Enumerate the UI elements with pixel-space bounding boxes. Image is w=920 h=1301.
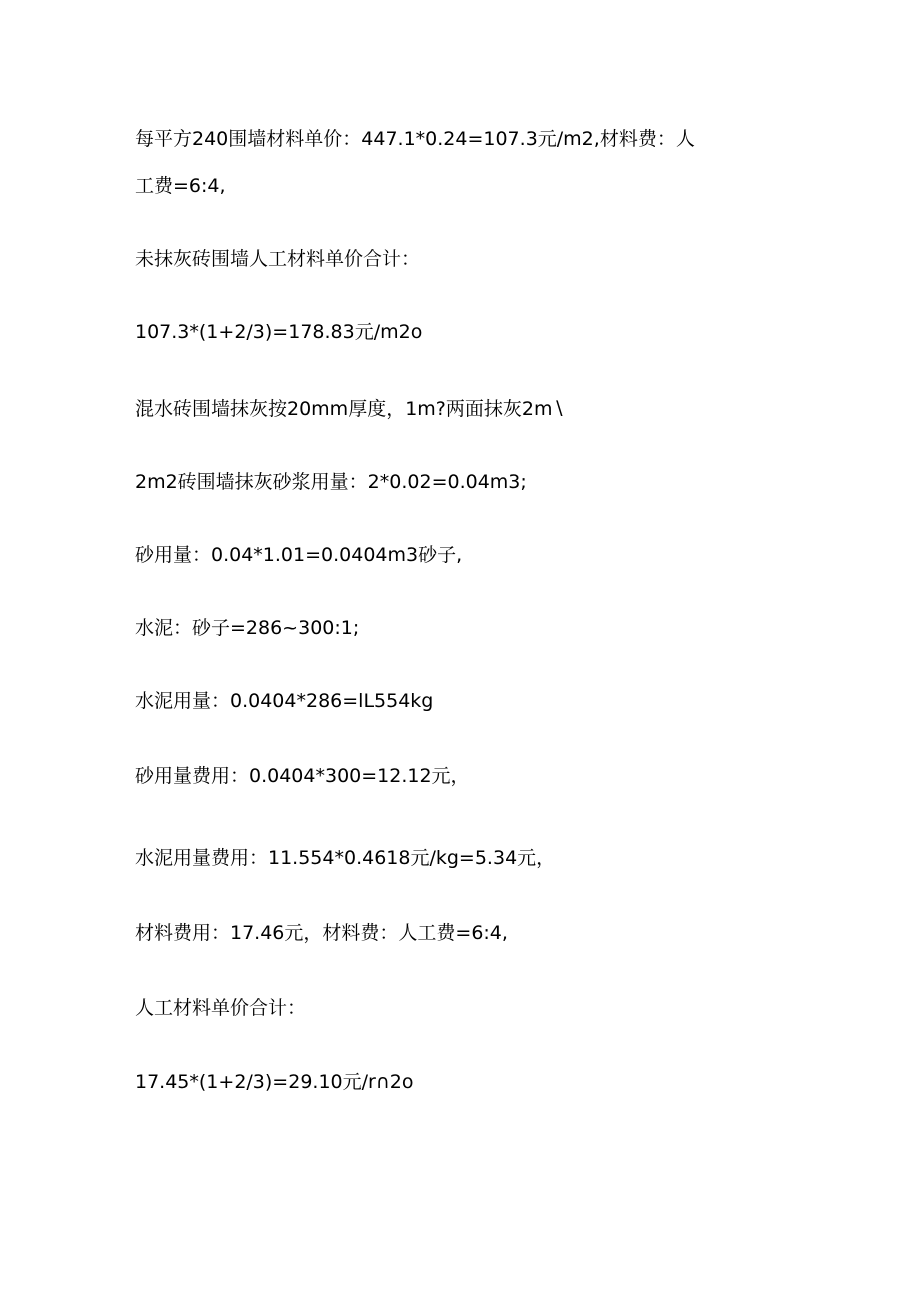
text-line-1: 每平方240围墙材料单价：447.1*0.24=107.3元/m2,材料费：人	[135, 128, 695, 150]
text-line-14: 17.45*(1+2/3)=29.10元/r∩2o	[135, 1071, 414, 1093]
text-line-3: 未抹灰砖围墙人工材料单价合计：	[135, 248, 421, 270]
text-line-12: 材料费用：17.46元，材料费：人工费=6:4,	[135, 922, 508, 944]
text-line-10: 砂用量费用：0.0404*300=12.12元，	[135, 765, 470, 787]
text-line-9: 水泥用量：0.0404*286=lL554kg	[135, 690, 434, 712]
text-line-5: 混水砖围墙抹灰按20mm厚度，1m?两面抹灰2m∖	[135, 398, 565, 420]
text-line-11: 水泥用量费用：11.554*0.4618元/kg=5.34元，	[135, 847, 556, 869]
text-line-4: 107.3*(1+2/3)=178.83元/m2o	[135, 321, 423, 343]
text-line-7: 砂用量：0.04*1.01=0.0404m3砂子,	[135, 544, 463, 566]
text-line-2: 工费=6:4,	[135, 175, 226, 197]
text-line-13: 人工材料单价合计：	[135, 997, 307, 1019]
text-line-8: 水泥：砂子=286~300:1;	[135, 617, 360, 639]
text-line-6: 2m2砖围墙抹灰砂浆用量：2*0.02=0.04m3;	[135, 471, 527, 493]
